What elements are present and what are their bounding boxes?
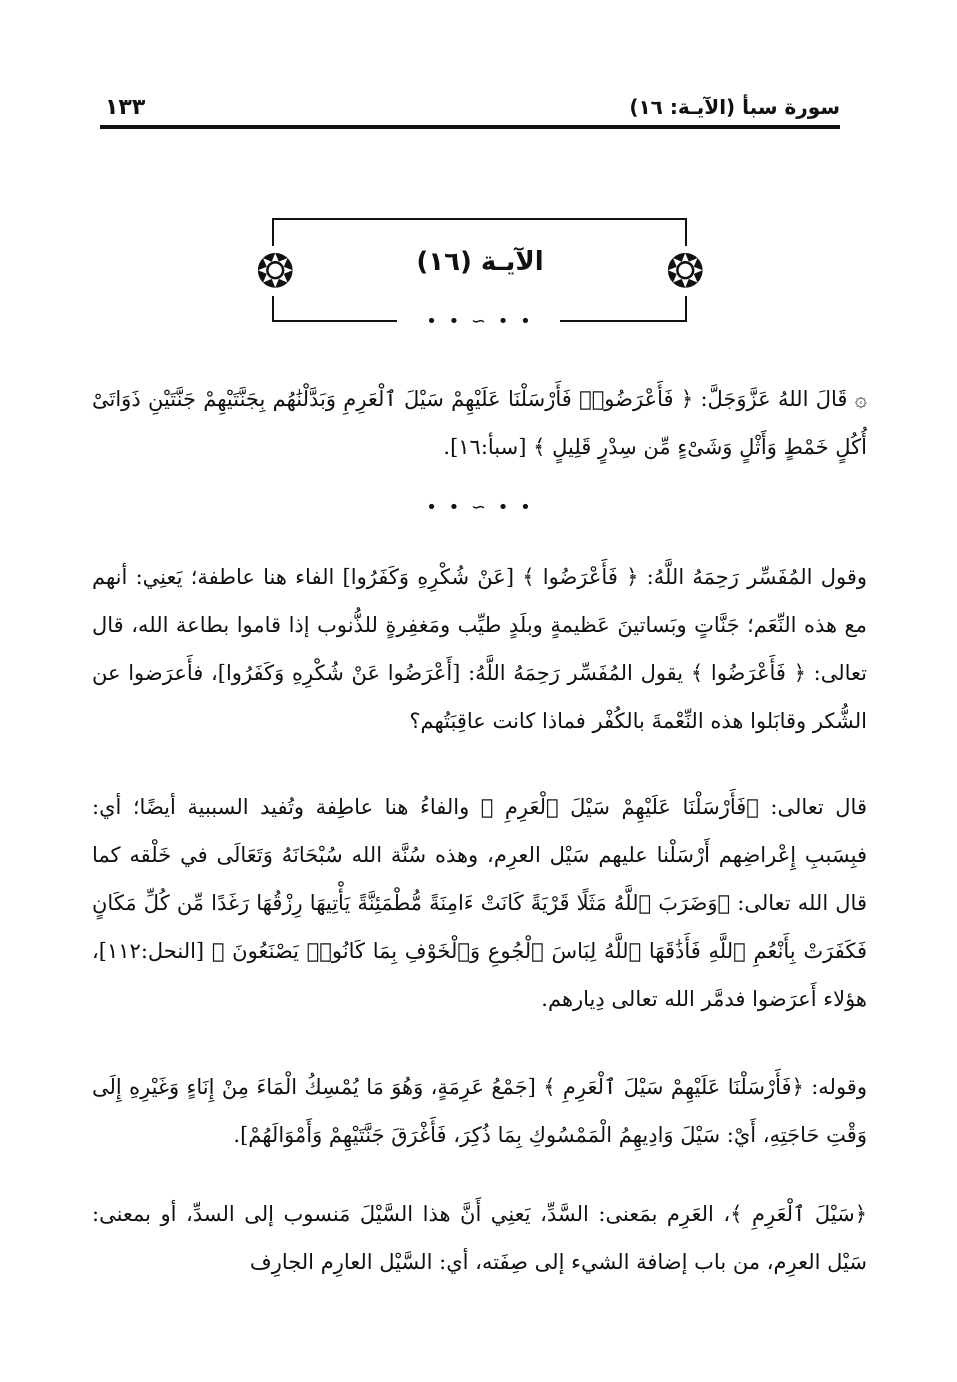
frame-top-border xyxy=(272,218,687,220)
title-ornament: • • ∽ • • xyxy=(400,311,560,332)
knot-ornament-icon: ❂ xyxy=(666,244,705,298)
page-number: ١٣٣ xyxy=(105,95,146,120)
commentary-paragraph: وقوله: ﴿فَأَرْسَلْنَا عَلَيْهِمْ سَيْلَ ٱلْعَرِمِ ﴾ [جَمْعُ عَرِمَةٍ، وَهُوَ مَا يُمْسِكُ الْمَاءَ مِنْ إِنَاءٍ وَغَيْرِهِ إِلَى وَقْتِ حَاجَتِهِ، أَيْ: سَيْلَ وَادِيهِمُ الْمَمْسُوكِ بِمَا ذُكِرَ، فَأَغْرَقَ جَنَّتَيْهِمْ وَأَمْوَالَهُمْ]. xyxy=(92,1075,867,1147)
commentary-paragraph: وقول المُفَسِّر رَحِمَهُ اللَّهُ: ﴿ فَأَعْرَضُوا ﴾ [عَنْ شُكْرِهِ وَكَفَرُوا] الفاء هنا عاطفة؛ يَعنِي: أنهم مع هذه النِّعَم؛ جَنَّاتٍ وبَساتينَ عَظيمةٍ وبلَدٍ طيِّب ومَغفِرةٍ للذُّنوب إذا قاموا بطاعة الله، قال تعالى: ﴿ فَأَعْرَضُوا ﴾ يقول المُفَسِّر رَحِمَهُ اللَّهُ: [أَعْرَضُوا عَنْ شُكْرِهِ وَكَفَرُوا]، فأَعرَضوا عن الشُّكر وقابَلوا هذه النِّعْمةَ بالكُفْر فماذا كانت عاقِبَتُهم؟ xyxy=(92,565,868,733)
commentary-paragraph: قال تعالى: ﴿فَأَرْسَلْنَا عَلَيْهِمْ سَيْلَ ٱلْعَرِمِ ﴾ والفاءُ هنا عاطِفة وتُفيد السببية أيضًا؛ أي: فبِسَببِ إِعْراضِهم أَرْسَلْنا عليهم سَيْل العرِم، وهذه سُنَّة الله سُبْحَانَهُ وَتَعَالَى في خَلْقه كما قال الله تعالى: ﴿وَضَرَبَ ٱللَّهُ مَثَلًا قَرْيَةً كَانَتْ ءَامِنَةً مُّطْمَئِنَّةً يَأْتِيهَا رِزْقُهَا رَغَدًا مِّن كُلِّ مَكَانٍ فَكَفَرَتْ بِأَنْعُمِ ٱللَّهِ فَأَذَٰقَهَا ٱللَّهُ لِبَاسَ ٱلْجُوعِ وَٱلْخَوْفِ بِمَا كَانُوا۟ يَصْنَعُونَ ﴾ [النحل:١١٢]، هؤلاء أَعرَضوا فدمَّر الله تعالى دِيارهم. xyxy=(92,795,867,1011)
surah-title: سورة سبأ (الآيـة: ١٦) xyxy=(629,95,840,119)
header-rule xyxy=(100,125,840,129)
frame-bottom-border-left xyxy=(272,320,397,322)
ayah-heading: الآيـة (١٦) xyxy=(416,247,544,277)
page-header xyxy=(105,95,840,129)
commentary-paragraph: ﴿سَيْلَ ٱلْعَرِمِ ﴾، العَرِم بمَعنى: السَّدِّ، يَعنِي أَنَّ هذا السَّيْلَ مَنسوب إلى السدِّ، أو بمعنى: سَيْل العرِم، من باب إضافة الشيء إلى صِفَته، أي: السَّيْل العارِم الجارِف xyxy=(92,1202,867,1274)
frame-bottom-border-right xyxy=(560,320,687,322)
quran-verse-quote: ۞ قَالَ اللهُ عَزَّوَجَلَّ: ﴿ فَأَعْرَضُوا۟ فَأَرْسَلْنَا عَلَيْهِمْ سَيْلَ ٱلْعَرِمِ وَبَدَّلْنَٰهُم بِجَنَّتَيْهِمْ جَنَّتَيْنِ ذَوَاتَىْ أُكُلٍ خَمْطٍ وَأَثْلٍ وَشَىْءٍ مِّن سِدْرٍ قَلِيلٍ ﴾ [سبأ:١٦]. xyxy=(92,387,867,459)
knot-ornament-icon: ❂ xyxy=(256,244,295,298)
section-divider-ornament: • • ∽ • • xyxy=(426,497,534,518)
